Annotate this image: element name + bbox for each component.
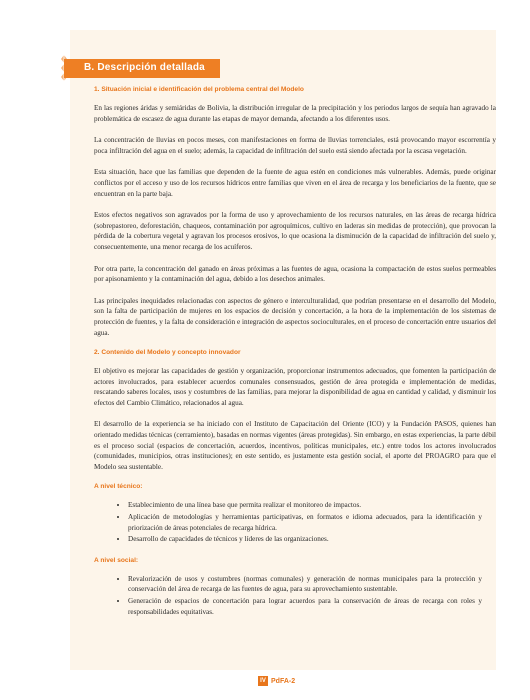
document-content: [94, 86, 496, 629]
paragraph: Las principales inequidades relacionadas con aspectos de género e interculturalidad, que podrían presentarse en el desarrollo del Modelo, son la falta de participación de mujeres en los espacios de decisión y concertación, a la hora de la implementación de los sistemas de protección de fuentes, y la falta de consideración e integración de aspectos socioculturales, en el proceso de concertación entre usuarios del agua.: [94, 296, 496, 337]
section-title: B. Descripción detallada: [84, 62, 205, 73]
tecnico-heading: A nivel técnico:: [94, 483, 143, 491]
tecnico-list: [94, 500, 496, 544]
subsection-1-heading: 1. Situación inicial e identificación del problema central del Modelo: [94, 86, 304, 93]
paragraph: El objetivo es mejorar las capacidades de gestión y organización, proporcionar instrumentos adecuados, que fomenten la participación de actores involucrados, para establecer acuerdos comunales consensuados, gestión de área protegida e implementación de medidas, rescatando saberes locales, usos y costumbres de las familias, para mejorar la disponibilidad de agua en cantidad y calidad, y disminuir los efectos del Cambio Climático, relacionados al agua.: [94, 367, 496, 407]
paragraph: El desarrollo de la experiencia se ha iniciado con el Instituto de Capacitación del Oriente (ICO) y la Fundación PASOS, quienes han orientado medidas técnicas (cerramiento), basadas en normas vigentes (áreas protegidas). Sin embargo, en estas experiencias, la parte débil es el proceso social (espacios de concertación, acuerdos, incentivos, políticas municipales, etc.) entre todos los actores involucrados (comunidades, municipios, otras instituciones); en este sentido, es justamente esta gestión social, el aporte del PROAGRO para que el Modelo sea sustentable.: [94, 420, 496, 471]
footer-badge: IV: [258, 676, 268, 686]
paragraph: En las regiones áridas y semiáridas de Bolivia, la distribución irregular de la precipitación y los periodos largos de sequía han agravado la problemática de escasez de agua durante las etapas de mayor demanda, afectando a los diferentes usos.: [94, 104, 496, 123]
social-list: [94, 574, 496, 617]
paragraph: La concentración de lluvias en pocos meses, con manifestaciones en forma de lluvias torrenciales, está provocando mayor escorrentía y poca infiltración del agua en el suelo; además, la capacidad de infiltración del suelo está siendo afectada por la escasa vegetación.: [94, 136, 496, 155]
list-item: • Revalorización de usos y costumbres (normas comunales) y generación de normas municipales para la protección y conservación del área de recarga de las fuentes de agua, para su aprovechamiento sustentable.: [128, 574, 496, 595]
paragraph: Estos efectos negativos son agravados por la forma de uso y aprovechamiento de los recursos naturales, en las áreas de recarga hídrica (sobrepastoreo, deforestación, chaqueos, contaminación por agroquímicos, cultivo en laderas sin medidas de protección), que provocan la pérdida de la cobertura vegetal y agravan los procesos erosivos, lo que ocasiona la disminución de la capacidad de infiltración del suelo y, consecuentemente, una menor recarga de los acuíferos.: [94, 211, 496, 251]
list-item: • Establecimiento de una línea base que permita realizar el monitoreo de impactos.: [128, 500, 496, 511]
paragraph: Esta situación, hace que las familias que dependen de la fuente de agua estén en condiciones más vulnerables. Además, puede originar conflictos por el acceso y uso de los recursos hídricos entre familias que viven en el área de recarga y los beneficiarios de la fuente, que se encuentran en la parte baja.: [94, 168, 496, 198]
paragraph: Por otra parte, la concentración del ganado en áreas próximas a las fuentes de agua, ocasiona la compactación de estos suelos permeables por apisonamiento y la contaminación del agua, debido a los desechos animales.: [94, 264, 496, 284]
list-item: • Aplicación de metodologías y herramientas participativas, en formatos e idioma adecuados, para la identificación y priorización de áreas potenciales de recarga hídrica.: [128, 512, 496, 533]
page-number: PdFA-2: [271, 677, 296, 685]
list-item: • Desarrollo de capacidades de técnicos y líderes de las organizaciones.: [128, 534, 496, 545]
list-item: • Generación de espacios de concertación para lograr acuerdos para la conservación de áreas de recarga con roles y responsabilidades equitativas.: [128, 596, 496, 617]
page-footer: [258, 676, 295, 686]
subsection-2-heading: 2. Contenido del Modelo y concepto innovador: [94, 349, 241, 357]
social-heading: A nivel social:: [94, 556, 139, 564]
